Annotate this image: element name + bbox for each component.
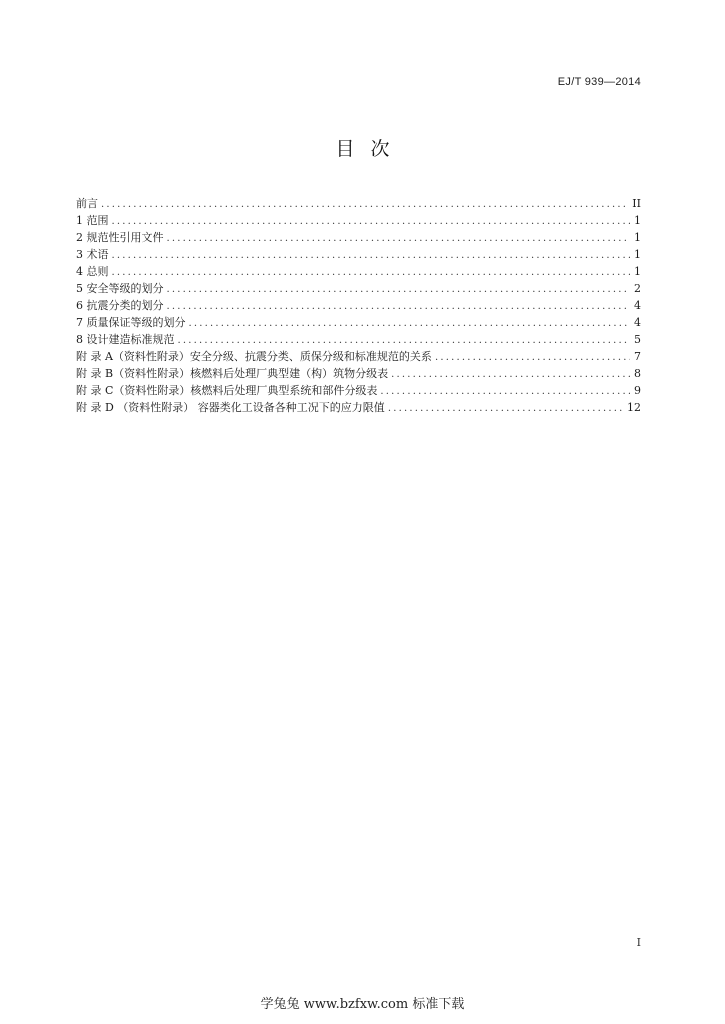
toc-entry-seismic-category[interactable] xyxy=(76,297,641,314)
toc-leader-dots xyxy=(101,196,629,213)
toc-leader-dots xyxy=(178,332,631,349)
toc-entry-page: 1 xyxy=(634,265,641,278)
toc-entry-terms[interactable] xyxy=(76,246,641,263)
watermark-url[interactable]: www.bzfxw.com xyxy=(303,997,409,1012)
page-title: 目次 xyxy=(335,138,406,160)
toc-entry-title: 前言 xyxy=(76,197,98,210)
toc-entry-page: 1 xyxy=(634,231,641,244)
toc-entry-scope[interactable] xyxy=(76,212,641,229)
page-number: I xyxy=(636,936,641,949)
toc-entry-title: 附 录 C（资料性附录）核燃料后处理厂典型系统和部件分级表 xyxy=(76,384,378,397)
toc-entry-page: 8 xyxy=(634,367,641,380)
toc-entry-page: 4 xyxy=(634,299,641,312)
toc-entry-title: 7 质量保证等级的划分 xyxy=(76,316,186,329)
toc-leader-dots xyxy=(167,281,631,298)
toc-entry-title: 附 录 D （资料性附录） 容器类化工设备各种工况下的应力限值 xyxy=(76,401,385,414)
toc-entry-page: 4 xyxy=(634,316,641,329)
toc-leader-dots xyxy=(391,366,630,383)
toc-leader-dots xyxy=(167,230,631,247)
toc-entry-annex-d[interactable] xyxy=(76,399,641,416)
toc-entry-annex-b[interactable] xyxy=(76,365,641,382)
watermark-suffix: 标准下载 xyxy=(412,997,465,1012)
toc-entry-normative-references[interactable] xyxy=(76,229,641,246)
toc-entry-title: 1 范围 xyxy=(76,214,109,227)
toc-entry-page: 1 xyxy=(634,214,641,227)
toc-leader-dots xyxy=(189,315,631,332)
toc-entry-annex-c[interactable] xyxy=(76,382,641,399)
toc-entry-general[interactable] xyxy=(76,263,641,280)
toc-entry-title: 3 术语 xyxy=(76,248,109,261)
watermark-prefix: 学兔兔 xyxy=(260,997,300,1012)
toc-entry-quality-assurance[interactable] xyxy=(76,314,641,331)
toc-leader-dots xyxy=(380,383,630,400)
toc-entry-title: 附 录 A（资料性附录）安全分级、抗震分类、质保分级和标准规范的关系 xyxy=(76,350,432,363)
toc-entry-design-codes[interactable] xyxy=(76,331,641,348)
toc-entry-title: 6 抗震分类的划分 xyxy=(76,299,164,312)
toc-leader-dots xyxy=(388,400,624,417)
toc-entry-title: 5 安全等级的划分 xyxy=(76,282,164,295)
toc-entry-page: 2 xyxy=(634,282,641,295)
toc-leader-dots xyxy=(112,264,631,281)
toc-entry-page: 1 xyxy=(634,248,641,261)
toc-entry-title: 2 规范性引用文件 xyxy=(76,231,164,244)
toc-entry-page: 7 xyxy=(634,350,641,363)
toc-entry-page: 5 xyxy=(634,333,641,346)
watermark xyxy=(0,993,725,1012)
toc-leader-dots xyxy=(167,298,631,315)
toc-entry-page: 12 xyxy=(627,401,641,414)
toc-entry-annex-a[interactable] xyxy=(76,348,641,365)
toc-leader-dots xyxy=(112,247,631,264)
toc-entry-safety-class[interactable] xyxy=(76,280,641,297)
table-of-contents xyxy=(76,195,641,416)
toc-entry-title: 8 设计建造标准规范 xyxy=(76,333,175,346)
toc-leader-dots xyxy=(435,349,630,366)
toc-entry-page: 9 xyxy=(634,384,641,397)
standard-code: EJ/T 939—2014 xyxy=(557,76,641,88)
toc-entry-title: 附 录 B（资料性附录）核燃料后处理厂典型建（构）筑物分级表 xyxy=(76,367,389,380)
toc-entry-page: II xyxy=(632,197,641,210)
toc-entry-foreword[interactable] xyxy=(76,195,641,212)
toc-leader-dots xyxy=(112,213,631,230)
toc-entry-title: 4 总则 xyxy=(76,265,109,278)
